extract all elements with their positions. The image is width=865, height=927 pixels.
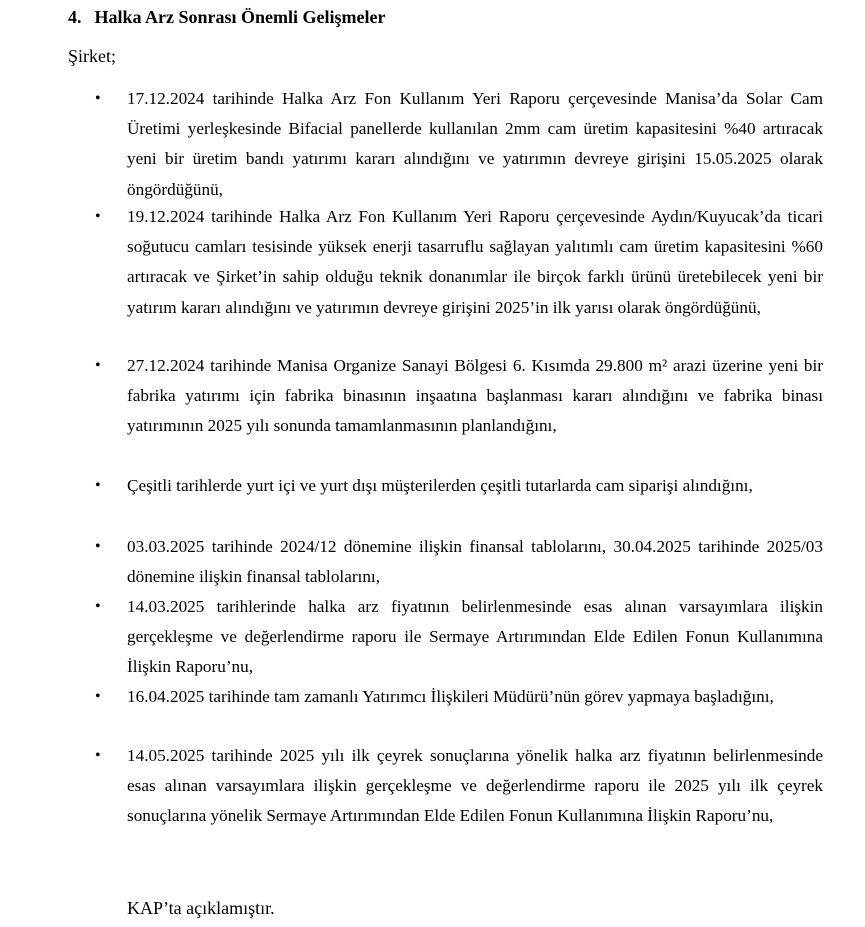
intro-text: Şirket; [68, 46, 116, 66]
list-item-text: 03.03.2025 tarihinde 2024/12 dönemine ilişkin finansal tablolarını, 30.04.2025 tarihinde 2025/03 dönemine ilişkin finansal tablolarını, [127, 537, 823, 587]
closing-text: KAP’ta açıklamıştır. [127, 898, 275, 918]
list-item-text: 19.12.2024 tarihinde Halka Arz Fon Kullanım Yeri Raporu çerçevesinde Aydın/Kuyucak’da ticari soğutucu camları tesisinde yüksek enerji tasarruflu sağlayan yalıtımlı cam üretim kapasitesini %60 artıracak ve Şirket’in sahip olduğu teknik donanımlar ile birçok farklı ürünü üretebilecek yeni bir yatırım kararı alındığını ve yatırımın devreye girişini 2025’in ilk yarısı olarak öngördüğünü, [127, 207, 823, 317]
section-heading [68, 6, 385, 28]
list-item-text: 16.04.2025 tarihinde tam zamanlı Yatırımcı İlişkileri Müdürü’nün görev yapmaya başladığını, [127, 687, 774, 706]
section-title-text: Halka Arz Sonrası Önemli Gelişmeler [94, 7, 386, 27]
list-item-text: 17.12.2024 tarihinde Halka Arz Fon Kullanım Yeri Raporu çerçevesinde Manisa’da Solar Cam Üretimi yerleşkesinde Bifacial panellerde kullanılan 2mm cam üretim kapasitesini %40 artıracak yeni bir üretim bandı yatırımı kararı alındığını ve yatırımın devreye girişini 15.05.2025 olarak öngördüğünü, [127, 89, 823, 199]
bullet-icon: • [95, 538, 101, 555]
bullet-icon: • [95, 688, 101, 705]
list-item-text: 14.05.2025 tarihinde 2025 yılı ilk çeyrek sonuçlarına yönelik halka arz fiyatının belirlenmesinde esas alınan varsayımlara ilişkin gerçekleşme ve değerlendirme raporu ile 2025 yılı ilk çeyrek sonuçlarına yönelik Sermaye Artırımından Elde Edilen Fonun Kullanımına İlişkin Raporu’nu, [127, 746, 823, 826]
list-item-text: 27.12.2024 tarihinde Manisa Organize Sanayi Bölgesi 6. Kısımda 29.800 m² arazi üzerine yeni bir fabrika yatırımı için fabrika binasının inşaatına başlanması kararı alındığını ve fabrika binası yatırımının 2025 yılı sonunda tamamlanmasının planlandığını, [127, 356, 823, 436]
bullet-icon: • [95, 477, 101, 494]
bullet-icon: • [95, 598, 101, 615]
bullet-icon: • [95, 747, 101, 764]
bullet-icon: • [95, 90, 101, 107]
list-item-text: Çeşitli tarihlerde yurt içi ve yurt dışı müşterilerden çeşitli tutarlarda cam siparişi alındığını, [127, 476, 753, 495]
list-item-text: 14.03.2025 tarihlerinde halka arz fiyatının belirlenmesinde esas alınan varsayımlara ilişkin gerçekleşme ve değerlendirme raporu ile Sermaye Artırımından Elde Edilen Fonun Kullanımına İlişkin Raporu’nu, [127, 597, 823, 677]
bullet-icon: • [95, 208, 101, 225]
section-number: 4. [68, 7, 82, 27]
bullet-icon: • [95, 357, 101, 374]
